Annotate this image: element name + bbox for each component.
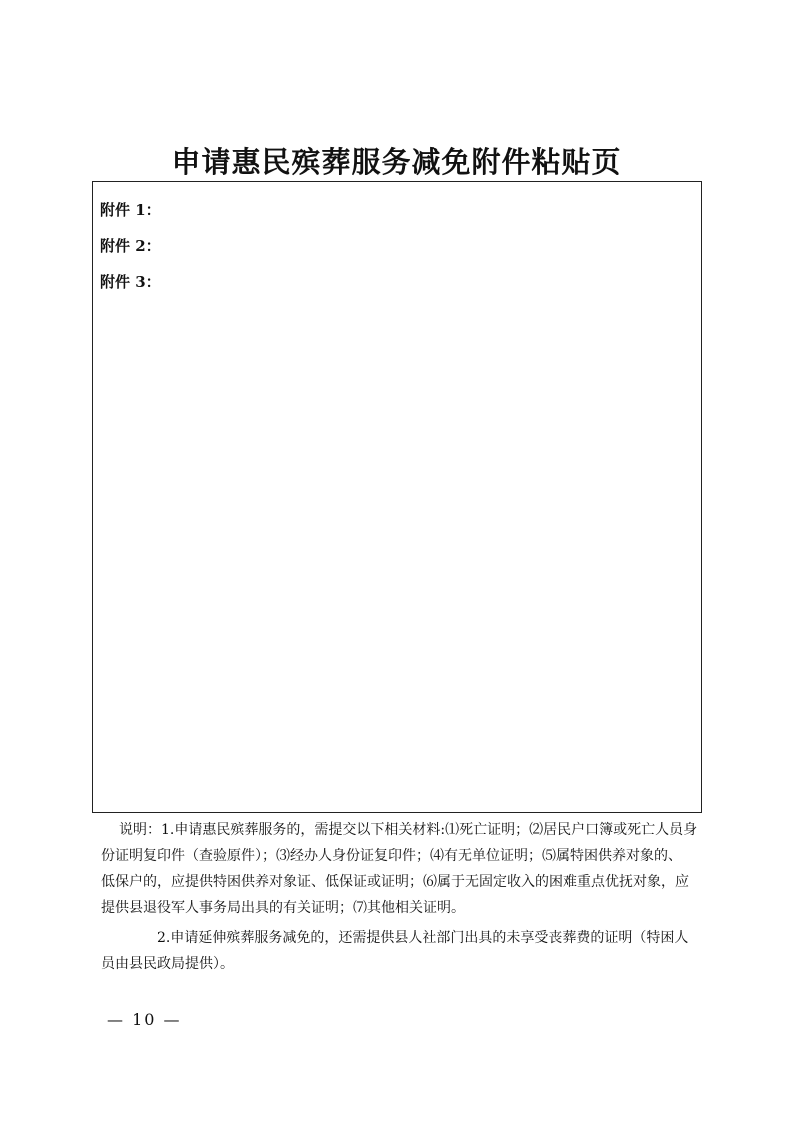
page-title: 申请惠民殡葬服务减免附件粘贴页 xyxy=(171,145,622,179)
note-line-3: 低保户的，应提供特困供养对象证、低保证或证明；⑹属于无固定收入的困难重点优抚对象，应 xyxy=(101,874,689,890)
note-line-1: 说明：1.申请惠民殡葬服务的，需提交以下相关材料:⑴死亡证明；⑵居民户口簿或死亡人员身 xyxy=(119,822,698,838)
attachment-paste-box xyxy=(92,181,702,813)
attachment-1-label: 附件 1： xyxy=(100,201,161,219)
note-line-4: 提供县退役军人事务局出具的有关证明；⑺其他相关证明。 xyxy=(101,900,465,916)
note-line-2: 份证明复印件（查验原件）；⑶经办人身份证复印件；⑷有无单位证明；⑸属特困供养对象的、 xyxy=(101,848,682,864)
note-line-5: 2.申请延伸殡葬服务减免的，还需提供县人社部门出具的未享受丧葬费的证明（特困人 xyxy=(157,930,689,946)
attachment-3-label: 附件 3： xyxy=(100,273,161,291)
page-number: — 10 — xyxy=(107,1010,182,1029)
attachment-2-label: 附件 2： xyxy=(100,237,161,255)
note-line-6: 员由县民政局提供）。 xyxy=(101,956,234,972)
